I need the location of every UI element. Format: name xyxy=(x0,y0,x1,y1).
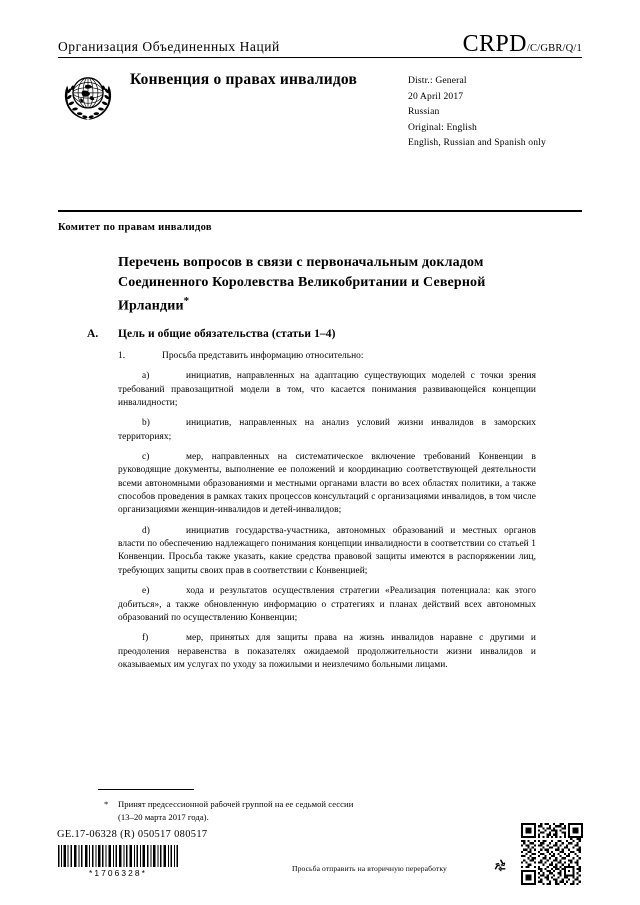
paragraph-text: хода и результатов осуществления стратегии «Реализация потенциала: как этого добиться», а также обновленную информацию о стратегиях и планах действий всех автономных образований по осуществлению Конвенции; xyxy=(118,586,536,623)
organization-name: Организация Объединенных Наций xyxy=(58,39,280,54)
document-body xyxy=(118,350,536,679)
paragraph-marker: 1. xyxy=(118,351,126,361)
document-header xyxy=(58,32,582,56)
footnote-divider xyxy=(98,789,194,790)
header-divider-thick xyxy=(58,210,582,212)
footnote-line-2: (13–20 марта 2017 года). xyxy=(118,811,209,822)
footnote xyxy=(104,798,524,824)
header-divider-thin xyxy=(58,57,582,58)
page-title-text: Перечень вопросов в связи с первоначальным докладом Соединенного Королевства Великобритании и Северной Ирландии xyxy=(118,255,486,314)
document-symbol-suffix: /C/GBR/Q/1 xyxy=(526,43,582,54)
footnote-line-1: Принят предсессионной рабочей группой на ее седьмой сессии xyxy=(118,799,354,809)
page-title xyxy=(118,253,538,317)
paragraph-marker: c) xyxy=(142,452,150,463)
section-letter: A. xyxy=(87,328,99,340)
paragraph-1 xyxy=(118,350,536,363)
document-symbol-main: CRPD xyxy=(462,31,527,57)
paragraph-d xyxy=(118,525,536,578)
ge-document-code: GE.17-06328 (R) 050517 080517 xyxy=(57,829,208,840)
paragraph-e xyxy=(118,585,536,625)
paragraph-text: мер, принятых для защиты права на жизнь инвалидов наравне с другими и преодоления неравенства в показателях ожидаемой продолжительности жизни инвалидов и оказываемых им услугах по уходу за пожилыми и неизлечимо больными лицами. xyxy=(118,633,536,670)
paragraph-text: мер, направленных на систематическое включение требований Конвенции в руководящие документы, выполнение ее положений и координацию соответствующей деятельности всеми автономными образованиями и местными органами власти во всех областях политики, а также способов проведения в рамках таких процессов консультаций с организациями инвалидов, в том числе организациями женщин-инвалидов и детей-инвалидов; xyxy=(118,452,536,516)
committee-name: Комитет по правам инвалидов xyxy=(58,222,212,233)
paragraph-marker: a) xyxy=(142,371,150,382)
recycle-notice: Просьба отправить на вторичную переработку xyxy=(292,864,447,873)
section-heading xyxy=(87,328,537,340)
paragraph-c xyxy=(118,451,536,518)
barcode-digits: *1706328* xyxy=(88,868,148,878)
paragraph-a xyxy=(118,370,536,410)
paragraph-text: инициатив, направленных на анализ условий жизни инвалидов в заморских территориях; xyxy=(118,418,536,442)
paragraph-text: инициатив, направленных на адаптацию существующих моделей с точки зрения требований правозащитной модели в том, что касается понимания развивающейся концепции инвалидности; xyxy=(118,371,536,409)
distribution-languages-note: English, Russian and Spanish only xyxy=(408,137,546,149)
paragraph-text: инициатив государства-участника, автономных образований и местных органов власти по обеспечению надлежащего понимания концепции инвалидности в соответствии со статьей 1 Конвенции. Просьба также указать, какие средства правовой защиты имеются в распоряжении лиц, требующих защиты своих прав в соответствии с Конвенцией; xyxy=(118,525,536,576)
footnote-marker: * xyxy=(104,799,109,809)
paragraph-marker: d) xyxy=(142,525,150,536)
distribution-date: 20 April 2017 xyxy=(408,90,464,102)
paragraph-marker: f) xyxy=(142,633,149,644)
distribution-type: Distr.: General xyxy=(408,75,467,86)
section-heading-text: Цель и общие обязательства (статьи 1–4) xyxy=(118,328,336,340)
paragraph-b xyxy=(118,417,536,444)
page-title-footnote-marker: * xyxy=(183,294,190,307)
recycle-icon xyxy=(492,858,509,875)
document-symbol xyxy=(463,32,582,56)
barcode xyxy=(57,845,179,867)
paragraph-marker: b) xyxy=(142,418,150,429)
distribution-block xyxy=(408,73,588,151)
distribution-language: Russian xyxy=(408,106,440,118)
distribution-original: Original: English xyxy=(408,121,477,133)
un-emblem xyxy=(62,70,114,122)
qr-code xyxy=(521,823,583,885)
paragraph-f xyxy=(118,632,536,672)
convention-title: Конвенция о правах инвалидов xyxy=(130,71,358,88)
paragraph-text: Просьба представить информацию относительно: xyxy=(162,351,364,361)
paragraph-marker: e) xyxy=(142,586,150,597)
